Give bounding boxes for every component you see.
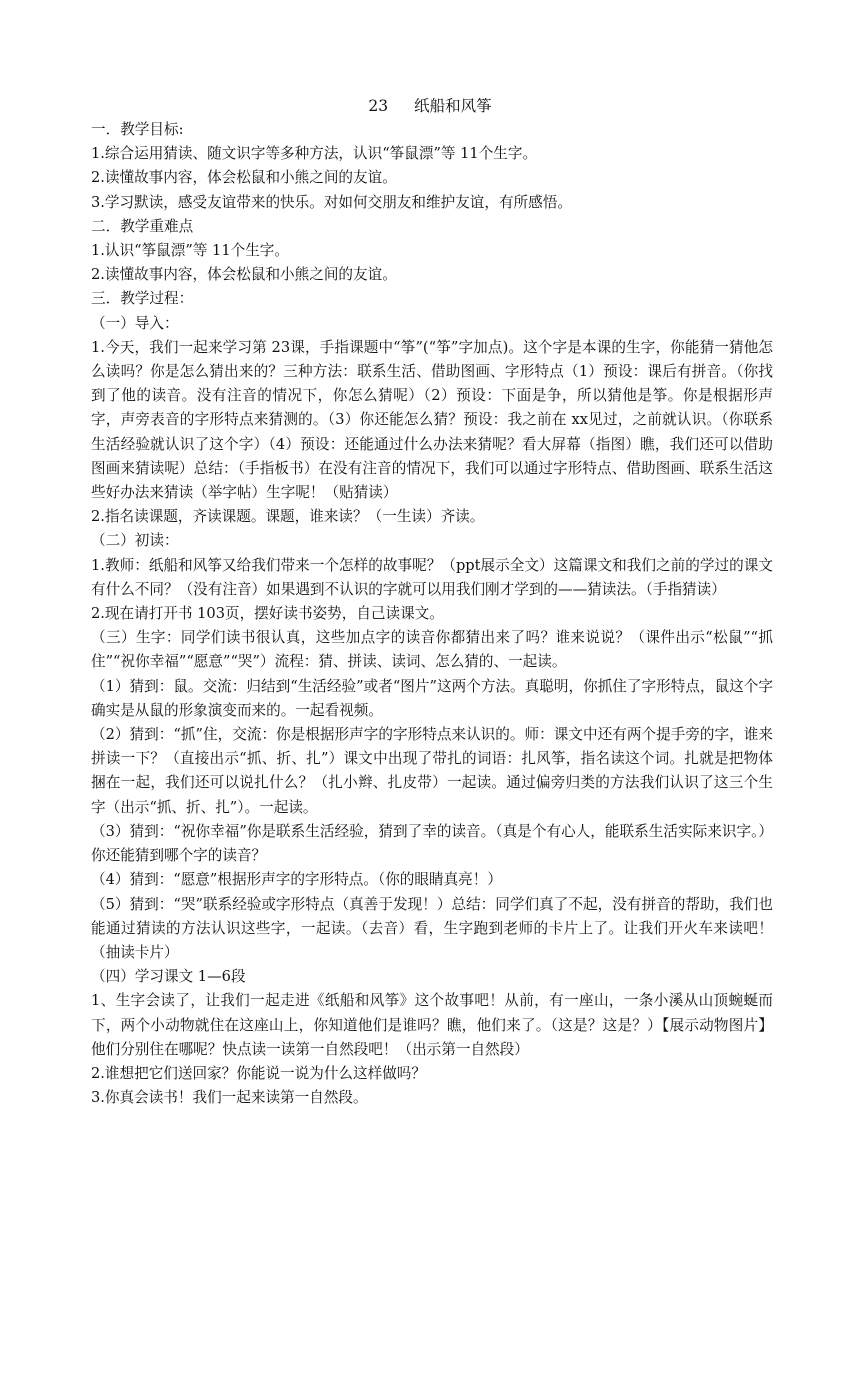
paragraph: 1.综合运用猜读、随文识字等多种方法，认识“筝鼠漂”等 11个生字。 <box>91 145 538 163</box>
paragraph: （4）猜到：“愿意”根据形声字的字形特点。（你的眼睛真亮！） <box>91 871 502 889</box>
paragraph: （2）猜到：“抓”住，交流：你是根据形声字的字形特点来认识的。师：课文中还有两个提手旁的字，谁来拼读一下？（直接出示“抓、折、扎”）课文中出现了带扎的词语：扎风筝，指名读这个词。扎就是把物体捆在一起，我们还可以说扎什么？（扎小辫、扎皮带）一起读。通过偏旁归类的方法我们认识了这三个生字（出示“抓、折、扎”）。一起读。 <box>91 726 773 816</box>
document-body <box>91 118 773 1110</box>
paragraph: 1、生字会读了，让我们一起走进《纸船和风筝》这个故事吧！从前，有一座山，一条小溪从山顶蜿蜒而下，两个小动物就住在这座山上，你知道他们是谁吗？瞧，他们来了。（这是？这是？）【展示动物图片】他们分别住在哪呢？快点读一读第一自然段吧！（出示第一自然段） <box>91 992 773 1058</box>
paragraph: 2.现在请打开书 103页，摆好读书姿势，自己读课文。 <box>91 605 444 623</box>
paragraph: （三）生字：同学们读书很认真，这些加点字的读音你都猜出来了吗？谁来说说？（课件出示“松鼠”“抓住”“祝你幸福”“愿意”“哭”）流程：猜、拼读、读词、怎么猜的、一起读。 <box>91 629 773 671</box>
paragraph: （5）猜到：“哭”联系经验或字形特点（真善于发现！）总结：同学们真了不起，没有拼音的帮助，我们也能通过猜读的方法认识这些字，一起读。（去音）看，生字跑到老师的卡片上了。让我们开火车来读吧！（抽读卡片） <box>91 895 773 961</box>
paragraph: 1.认识“筝鼠漂”等 11个生字。 <box>91 242 289 260</box>
paragraph: （四）学习课文 1—6段 <box>91 968 246 986</box>
paragraph: （1）猜到：鼠。交流：归结到“生活经验”或者“图片”这两个方法。真聪明，你抓住了字形特点，鼠这个字确实是从鼠的形象演变而来的。一起看视频。 <box>91 677 773 719</box>
paragraph: 3.学习默读，感受友谊带来的快乐。对如何交朋友和维护友谊，有所感悟。 <box>91 193 572 211</box>
paragraph: 2.读懂故事内容，体会松鼠和小熊之间的友谊。 <box>91 169 397 187</box>
lesson-number: 23 <box>368 97 389 115</box>
paragraph: 2.读懂故事内容，体会松鼠和小熊之间的友谊。 <box>91 266 397 284</box>
document-title <box>0 94 860 116</box>
paragraph: （3）猜到：“祝你幸福”你是联系生活经验，猜到了幸的读音。（真是个有心人，能联系生活实际来识字。）你还能猜到哪个字的读音？ <box>91 822 773 865</box>
paragraph: 2.谁想把它们送回家？你能说一说为什么这样做吗？ <box>91 1064 426 1082</box>
paragraph: 二．教学重难点 <box>91 217 194 235</box>
paragraph: 3.你真会读书！我们一起来读第一自然段。 <box>91 1089 368 1107</box>
paragraph: 一．教学目标: <box>91 121 184 138</box>
lesson-title: 纸船和风筝 <box>414 97 492 115</box>
paragraph: 2.指名读课题，齐读课题。课题，谁来读？（一生读）齐读。 <box>91 508 485 526</box>
paragraph: （二）初读： <box>91 532 179 550</box>
paragraph: 1.教师：纸船和风筝又给我们带来一个怎样的故事呢？（ppt展示全文）这篇课文和我们之前的学过的课文有什么不同？（没有注音）如果遇到不认识的字就可以用我们刚才学到的——猜读法。（手指猜读） <box>91 556 773 598</box>
paragraph: 三．教学过程： <box>91 290 194 308</box>
paragraph: 1.今天，我们一起来学习第 23课，手指课题中“筝”(“筝”字加点)。这个字是本课的生字，你能猜一猜他怎么读吗？你是怎么猜出来的？三种方法：联系生活、借助图画、字形特点（1）预设：课后有拼音。（你找到了他的读音。没有注音的情况下，你怎么猜呢）（2）预设：下面是争，所以猜他是筝。你是根据形声字，声旁表音的字形特点来猜测的。（3）你还能怎么猜？预设：我之前在 xx见过，之前就认识。（你联系生活经验就认识了这个字）（4）预设：还能通过什么办法来猜呢？看大屏幕（指图）瞧，我们还可以借助图画来猜读呢）总结：（手指板书）在没有注音的情况下，我们可以通过字形特点、借助图画、联系生活这些好办法来猜读（举字帖）生字呢！（贴猜读） <box>91 338 773 502</box>
paragraph: （一）导入： <box>91 314 179 332</box>
